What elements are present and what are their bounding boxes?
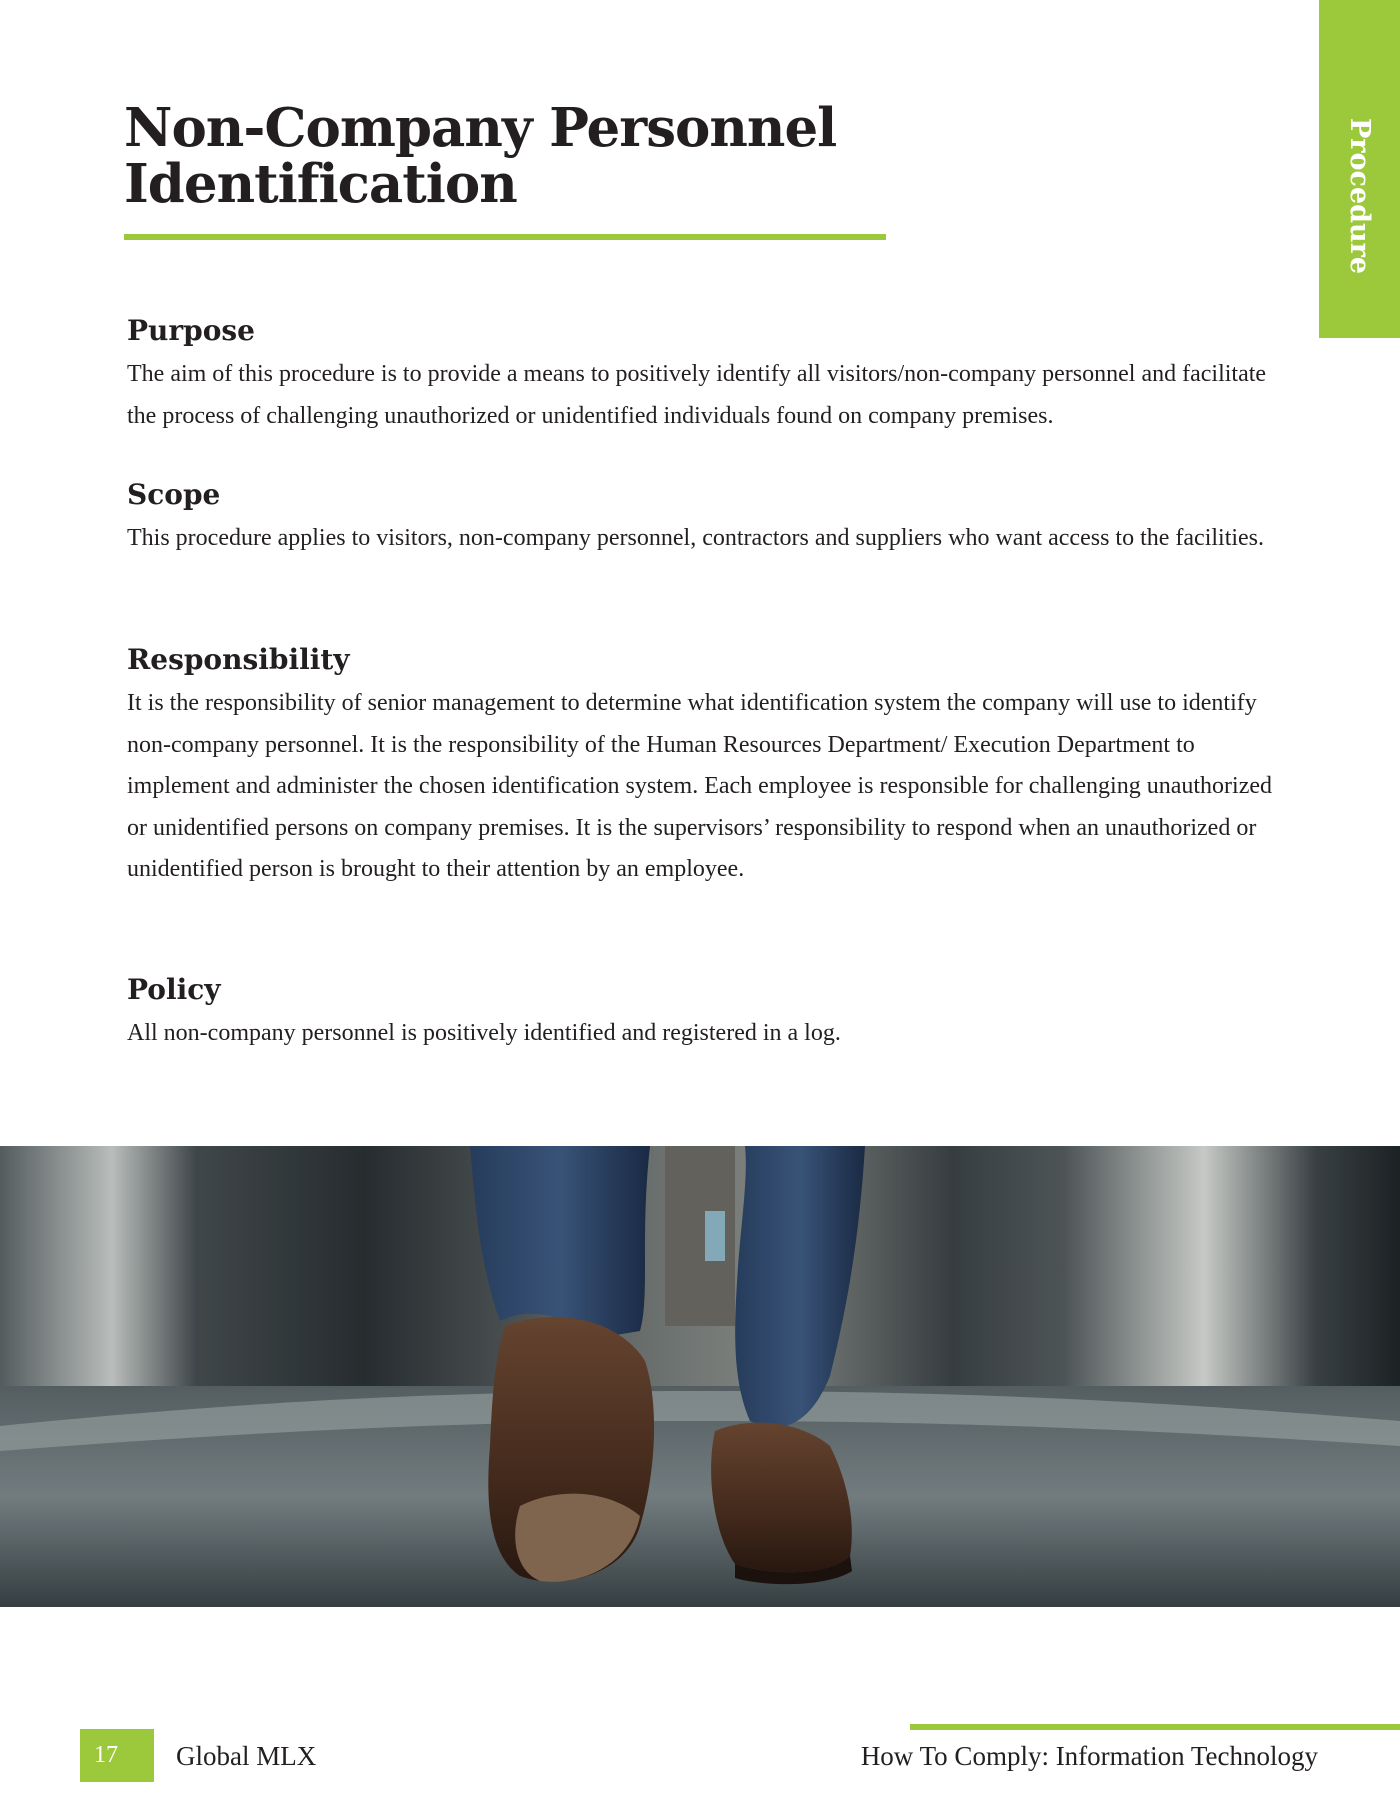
section-body-purpose: The aim of this procedure is to provide a means to positively identify all visitors/non-company personnel and facilitate the process of challenging unauthorized or unidentified individuals found on company premises. xyxy=(127,361,1267,429)
section-scope xyxy=(127,477,1287,560)
section-body-scope: This procedure applies to visitors, non-company personnel, contractors and suppliers who want access to the facilities. xyxy=(127,525,1265,551)
page-number: 17 xyxy=(94,1742,118,1768)
section-heading-purpose: Purpose xyxy=(127,314,255,347)
footer-document-title: How To Comply: Information Technology xyxy=(860,1741,1318,1771)
side-tab-label: Procedure xyxy=(1344,118,1375,275)
section-responsibility xyxy=(127,642,1287,891)
section-policy xyxy=(127,972,1287,1055)
hero-photo-walking-shoes xyxy=(0,1146,1400,1607)
footer-rule xyxy=(910,1724,1400,1730)
section-purpose xyxy=(127,313,1287,437)
section-body-responsibility: It is the responsibility of senior management to determine what identification system the company will use to identify non-company personnel. It is the responsibility of the Human Resources Department/ Execution Department to implement and administer the chosen identification system. Each employee is responsible for challenging unauthorized or unidentified persons on company premises. It is the supervisors’ responsibility to respond when an unauthorized or unidentified person is brought to their attention by an employee. xyxy=(127,690,1273,882)
section-body-policy: All non-company personnel is positively identified and registered in a log. xyxy=(127,1020,841,1046)
footer-brand: Global MLX xyxy=(176,1741,317,1771)
page-title: Non-Company Personnel Identification xyxy=(124,97,837,215)
section-side-tab xyxy=(1319,0,1400,338)
section-heading-policy: Policy xyxy=(127,973,221,1006)
section-heading-scope: Scope xyxy=(127,478,221,511)
section-heading-responsibility: Responsibility xyxy=(127,643,350,676)
title-underline xyxy=(124,234,886,240)
page-number-box xyxy=(80,1729,154,1782)
